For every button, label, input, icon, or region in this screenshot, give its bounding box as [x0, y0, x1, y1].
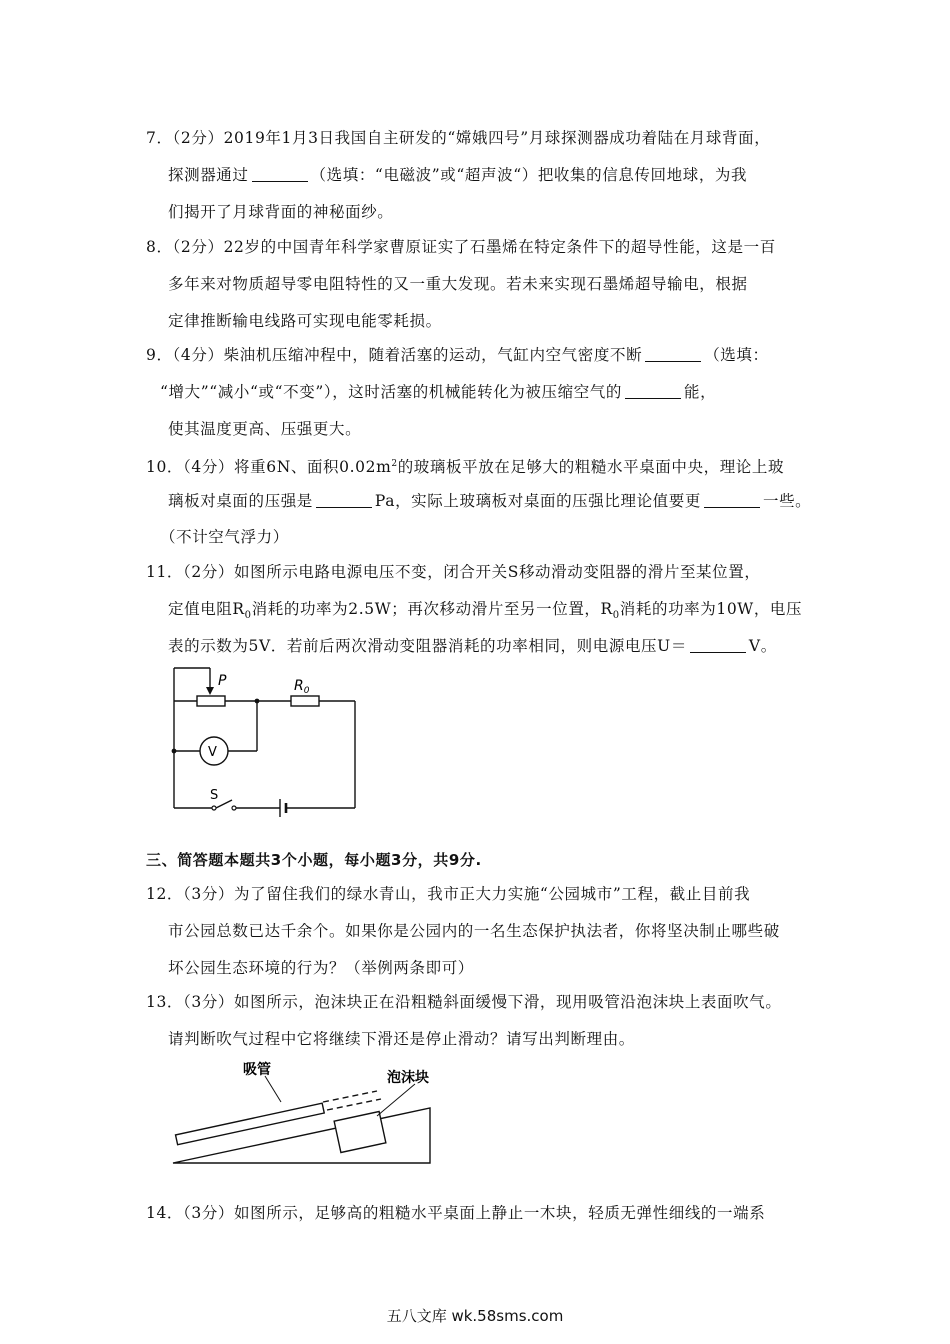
- q9-answer-blank-1[interactable]: [645, 346, 701, 362]
- q10-text-b: 的玻璃板平放在足够大的粗糙水平桌面中央，理论上玻: [397, 458, 785, 477]
- q7-text-a: 探测器通过: [168, 166, 249, 184]
- q12-line-2: 市公园总数已达千余个。如果你是公园内的一名生态保护执法者，你将坚决制止哪些破: [168, 922, 780, 940]
- q7-line-1: 7．（2分）2019年1月3日我国自主研发的“嫦娥四号”月球探测器成功着陆在月球背面，: [146, 129, 771, 147]
- label-straw: 吸管: [243, 1062, 271, 1078]
- q10-line-2: [168, 490, 811, 512]
- switch-lever: [216, 800, 232, 808]
- rheostat: [197, 696, 225, 706]
- q8-line-1: 8．（2分）22岁的中国青年科学家曹原证实了石墨烯在特定条件下的超导性能，这是一百: [146, 238, 776, 256]
- q12-line-3: 坏公园生态环境的行为？（举例两条即可）: [168, 959, 474, 977]
- q11-answer-blank[interactable]: [690, 637, 746, 653]
- q10-answer-blank-1[interactable]: [316, 492, 372, 508]
- q11-text-a: 定值电阻R: [168, 600, 245, 618]
- q9-text-b: （选填：: [704, 346, 769, 364]
- resistor-r0: [291, 696, 319, 706]
- q11-text-b: 消耗的功率为2.5W；再次移动滑片至另一位置，R: [251, 600, 613, 618]
- q10-text-c: 璃板对桌面的压强是: [168, 492, 313, 510]
- q10-text-a: 10．（4分）将重6N、面积0.02m: [146, 458, 392, 477]
- q7-line-2: [168, 164, 747, 186]
- q10-text-d: Pa，实际上玻璃板对桌面的压强比理论值要更: [374, 492, 701, 510]
- q11-subscript-2: 0: [612, 610, 620, 622]
- q9-line-3: 使其温度更高、压强更大。: [168, 420, 362, 438]
- q11-text-c: 消耗的功率为10W，电压: [619, 600, 803, 618]
- circuit-diagram: [160, 660, 370, 820]
- q7-answer-blank[interactable]: [252, 166, 308, 182]
- q12-line-1: 12．（3分）为了留住我们的绿水青山，我市正大力实施“公园城市”工程，截止目前我: [146, 885, 751, 903]
- q10-line-3: （不计空气浮力）: [160, 528, 289, 546]
- q10-superscript: 2: [391, 459, 398, 469]
- q11-subscript-1: 0: [244, 610, 252, 622]
- label-p: P: [218, 673, 227, 689]
- q9-answer-blank-2[interactable]: [625, 383, 681, 399]
- q9-line-1: [146, 344, 769, 366]
- label-v: V: [208, 745, 217, 760]
- q11-text-d: 表的示数为5V．若前后两次滑动变阻器消耗的功率相同，则电源电压U＝: [168, 637, 687, 655]
- footer-watermark: 五八文库 wk.58sms.com: [386, 1307, 564, 1325]
- q14-line-1: 14．（3分）如图所示，足够高的粗糙水平桌面上静止一木块，轻质无弹性细线的一端系: [146, 1204, 766, 1222]
- q10-text-e: 一些。: [762, 492, 812, 510]
- q9-text-a: 9．（4分）柴油机压缩冲程中，随着活塞的运动，气缸内空气密度不断: [146, 346, 643, 364]
- foam-block: [334, 1112, 386, 1153]
- q11-line-2: [168, 598, 802, 627]
- q13-line-2: 请判断吹气过程中它将继续下滑还是停止滑动？请写出判断理由。: [168, 1030, 635, 1048]
- q11-line-1: 11．（2分）如图所示电路电源电压不变，闭合开关S移动滑动变阻器的滑片至某位置，: [146, 563, 761, 581]
- q7-line-3: 们揭开了月球背面的神秘面纱。: [168, 203, 394, 221]
- incline-diagram: [165, 1058, 445, 1170]
- air-flow-line-2: [327, 1099, 381, 1110]
- label-s: S: [210, 788, 219, 803]
- q7-text-b: （选填：“电磁波”或“超声波“）把收集的信息传回地球，为我: [310, 166, 748, 184]
- q8-line-2: 多年来对物质超导零电阻特性的又一重大发现。若未来实现石墨烯超导输电，根据: [168, 275, 748, 293]
- slider-arrow-icon: [206, 687, 214, 695]
- q11-text-e: V。: [748, 637, 777, 655]
- section-3-title: 三、简答题本题共3个小题，每小题3分，共9分.: [146, 851, 482, 869]
- q8-line-3: 定律推断输电线路可实现电能零耗损。: [168, 312, 442, 330]
- label-r0: $R_0$: [294, 678, 310, 696]
- q13-line-1: 13．（3分）如图所示，泡沫块正在沿粗糙斜面缓慢下滑，现用吸管沿泡沫块上表面吹气。: [146, 993, 782, 1011]
- q9-line-2: [160, 381, 716, 403]
- q9-text-d: 能，: [684, 383, 717, 401]
- q9-text-c: “增大”“减小“或“不变”），这时活塞的机械能转化为被压缩空气的: [160, 383, 622, 401]
- straw: [176, 1103, 325, 1144]
- q11-line-3: [168, 635, 777, 657]
- air-flow-line-1: [323, 1091, 377, 1102]
- label-foam-block: 泡沫块: [387, 1070, 429, 1086]
- q10-answer-blank-2[interactable]: [704, 492, 760, 508]
- q10-line-1: [146, 453, 784, 478]
